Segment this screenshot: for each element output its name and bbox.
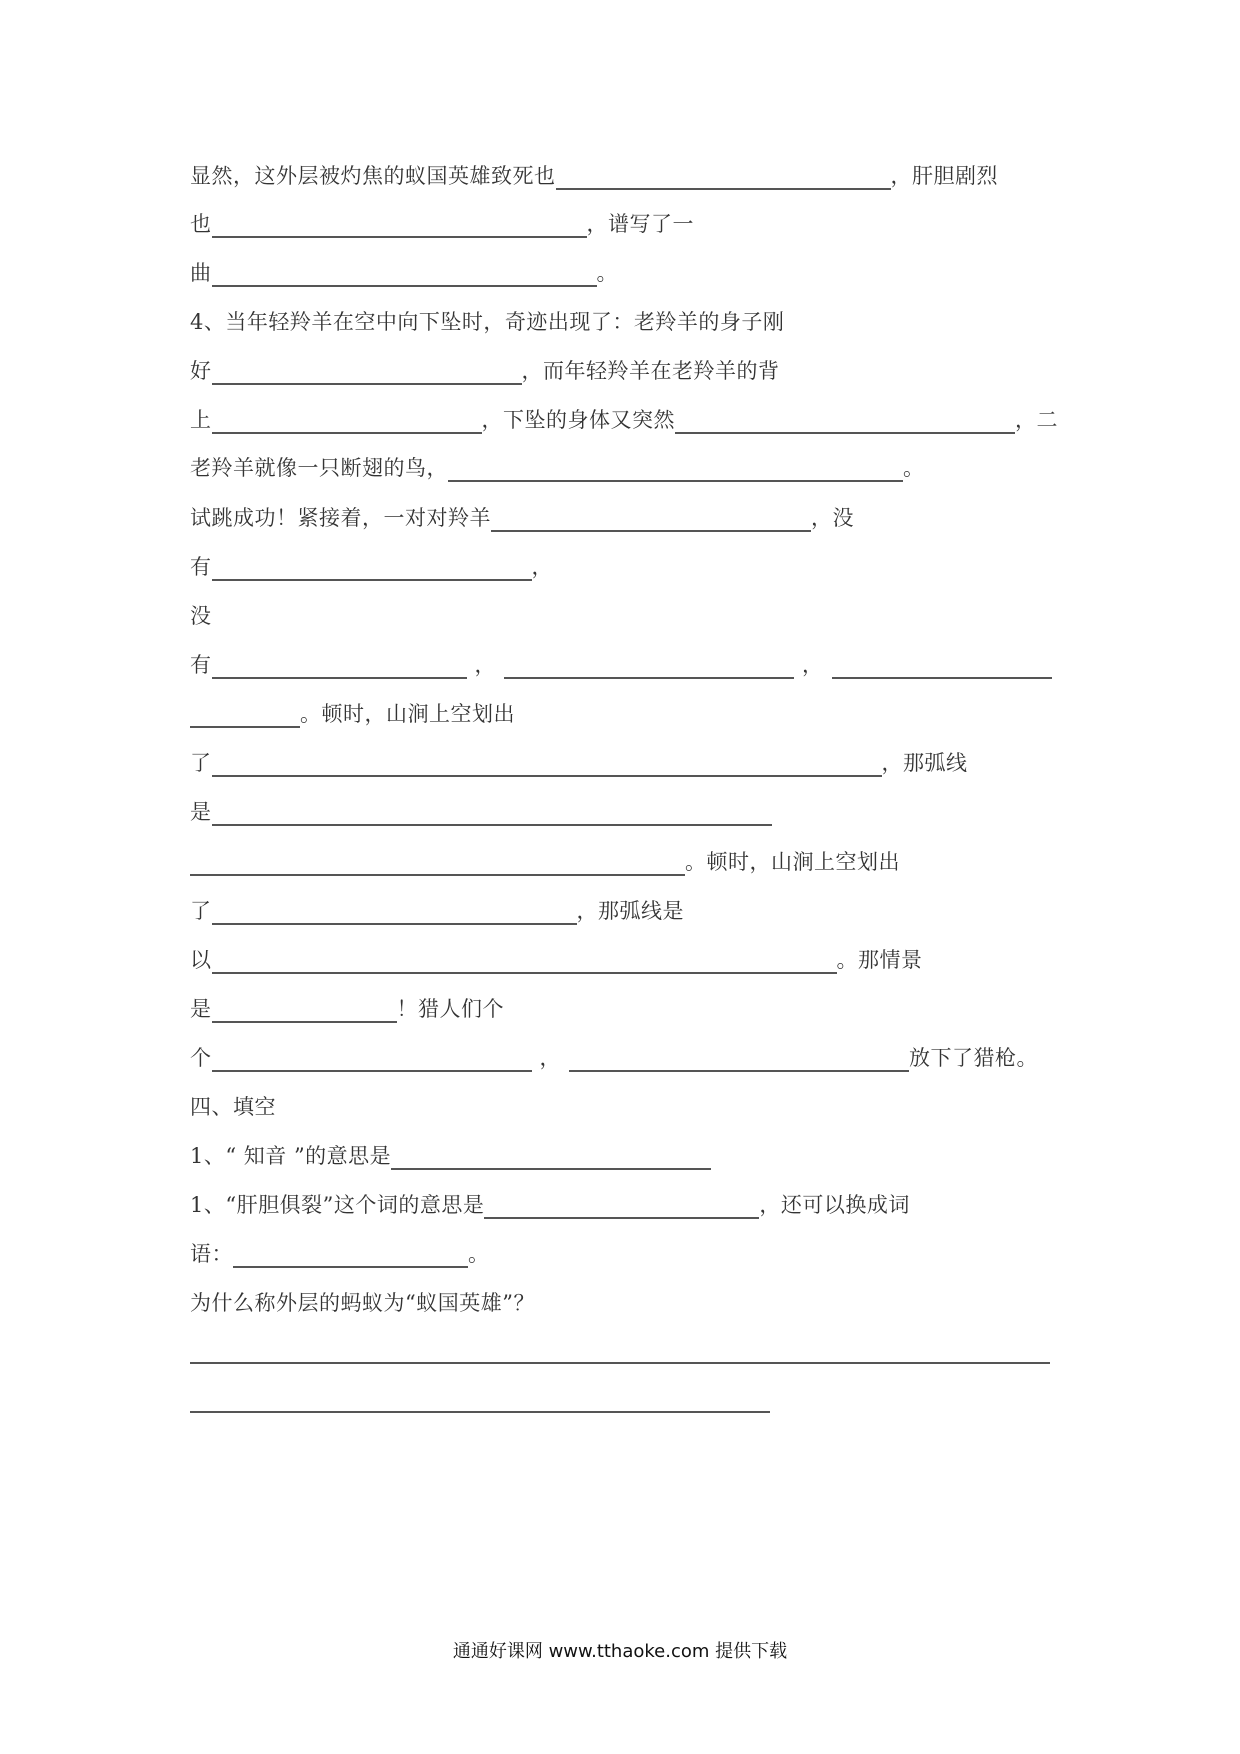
question-heroes: 为什么称外层的蚂蚁为“蚁国英雄”？ <box>190 1291 535 1315</box>
text-line-3: 曲 。 <box>190 261 618 285</box>
text-line-12: 。顿时，山涧上空划出 <box>190 698 515 728</box>
answer-blank[interactable] <box>484 1193 759 1219</box>
answer-blank[interactable] <box>504 653 794 679</box>
text-line-9: 有 ， <box>190 555 553 579</box>
text-line-10: 没 <box>190 604 212 628</box>
text-line-11: 有 ， ， <box>190 649 1052 679</box>
text-line-16: 了 ，那弧线是 <box>190 899 684 923</box>
answer-blank[interactable] <box>212 948 837 974</box>
text-line-8: 试跳成功！紧接着，一对对羚羊 ，没 <box>190 506 854 530</box>
answer-blank[interactable] <box>212 800 772 826</box>
answer-blank[interactable] <box>569 1046 909 1072</box>
answer-blank[interactable] <box>212 359 522 385</box>
section-heading: 四、填空 <box>190 1095 276 1119</box>
text-line-15: 。顿时，山涧上空划出 <box>190 846 900 876</box>
answer-blank[interactable] <box>212 1046 532 1072</box>
answer-blank[interactable] <box>212 555 532 581</box>
answer-blank[interactable] <box>212 261 597 287</box>
text-line-5: 好 ，而年轻羚羊在老羚羊的背 <box>190 359 780 383</box>
answer-blank[interactable] <box>190 850 685 876</box>
text-line-1: 显然，这外层被灼焦的蚁国英雄致死也 ，肝胆剧烈 <box>190 164 998 188</box>
question-4: 4、当年轻羚羊在空中向下坠时，奇迹出现了：老羚羊的身子刚 <box>190 310 785 334</box>
page-footer: 通通好课网 www.tthaoke.com 提供下载 <box>452 1641 788 1662</box>
answer-blank[interactable] <box>212 899 577 925</box>
answer-blank[interactable] <box>212 751 882 777</box>
answer-line[interactable] <box>190 1362 1050 1364</box>
text-line-18: 是 ！猎人们个 <box>190 997 504 1021</box>
answer-blank[interactable] <box>233 1242 468 1268</box>
answer-blank[interactable] <box>212 212 587 238</box>
answer-line[interactable] <box>190 1411 770 1413</box>
answer-blank[interactable] <box>190 702 300 728</box>
fill-question-1: 1、“ 知音 ”的意思是 <box>190 1140 711 1170</box>
text-line-17: 以 。那情景 <box>190 948 923 972</box>
text-line-7: 老羚羊就像一只断翅的鸟， 。 <box>190 456 925 480</box>
answer-blank[interactable] <box>491 506 811 532</box>
answer-blank[interactable] <box>212 408 482 434</box>
text-line-23: 语： 。 <box>190 1242 490 1266</box>
answer-blank[interactable] <box>448 456 903 482</box>
fill-question-2: 1、“肝胆俱裂”这个词的意思是 ，还可以换成词 <box>190 1193 910 1217</box>
answer-blank[interactable] <box>556 164 891 190</box>
text-line-14: 是 <box>190 796 772 826</box>
answer-blank[interactable] <box>212 997 397 1023</box>
text-line-2: 也 ，谱写了一 <box>190 212 694 236</box>
text-line-19: 个 ， 放下了猎枪。 <box>190 1046 1038 1070</box>
answer-blank[interactable] <box>212 653 467 679</box>
text-line-13: 了 ，那弧线 <box>190 751 968 775</box>
answer-blank[interactable] <box>832 653 1052 679</box>
answer-blank[interactable] <box>391 1144 711 1170</box>
text-line-6: 上 ，下坠的身体又突然 ，二 <box>190 408 1058 432</box>
answer-blank[interactable] <box>675 408 1015 434</box>
